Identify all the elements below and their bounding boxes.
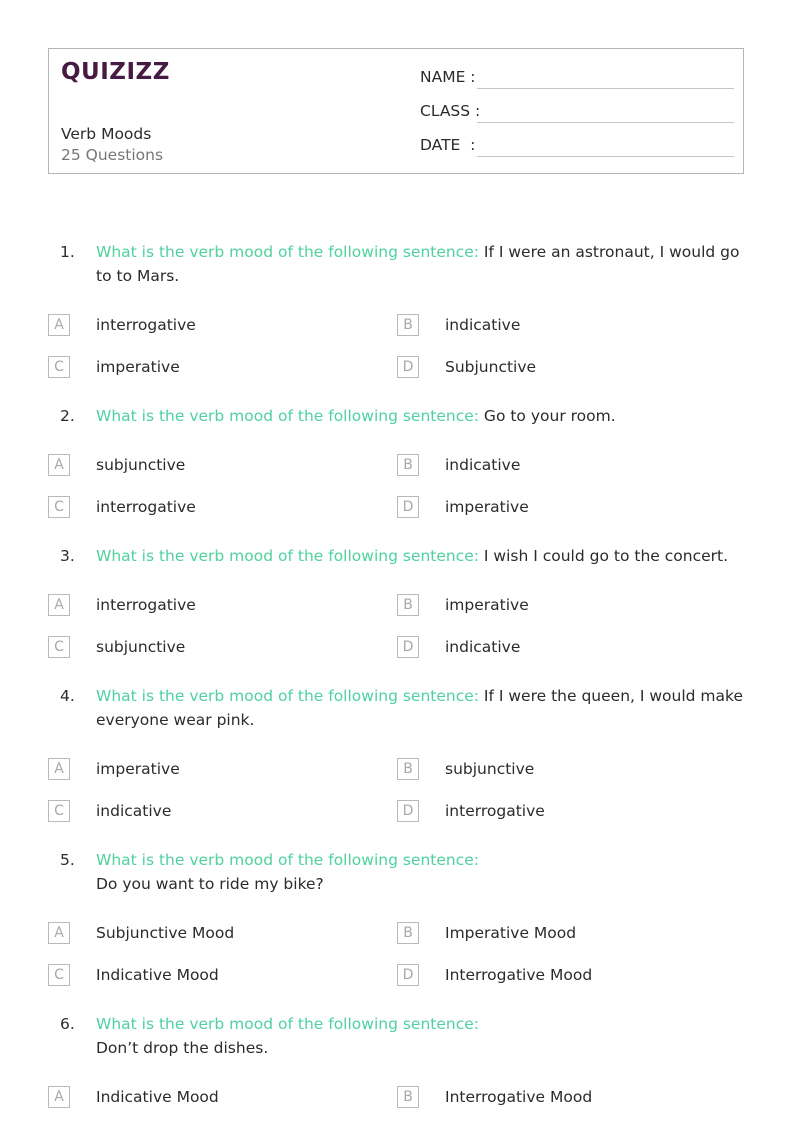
option-text: subjunctive [96, 456, 186, 474]
option-letter-box: A [48, 922, 70, 944]
question-text [96, 684, 748, 732]
option-text: indicative [445, 638, 521, 656]
option-letter-box: C [48, 800, 70, 822]
question-sentence: Do you want to ride my bike? [96, 875, 324, 893]
option-letter-box: D [397, 496, 419, 518]
option-text: indicative [445, 316, 521, 334]
option-text: interrogative [96, 596, 196, 614]
question-number: 5. [60, 851, 75, 869]
question-prompt: What is the verb mood of the following sentence: [96, 547, 479, 565]
option-text: indicative [445, 456, 521, 474]
option-letter-box: A [48, 454, 70, 476]
question-number: 3. [60, 547, 75, 565]
option-text: Subjunctive Mood [96, 924, 235, 942]
option-letter-box: D [397, 636, 419, 658]
date-line [477, 156, 734, 157]
question-number: 2. [60, 407, 75, 425]
option-text: indicative [96, 802, 172, 820]
question-text [96, 1012, 748, 1060]
question-number: 4. [60, 687, 75, 705]
option-letter-box: B [397, 314, 419, 336]
option-letter-box: C [48, 636, 70, 658]
class-label: CLASS : [420, 102, 481, 120]
option-letter-box: D [397, 356, 419, 378]
date-label: DATE : [420, 136, 476, 154]
class-line [477, 122, 734, 123]
option-text: Imperative Mood [445, 924, 577, 942]
option-letter-box: B [397, 594, 419, 616]
option-text: subjunctive [445, 760, 535, 778]
option-letter-box: A [48, 1086, 70, 1108]
option-text: interrogative [96, 316, 196, 334]
option-letter-box: B [397, 922, 419, 944]
option-letter-box: C [48, 496, 70, 518]
question-prompt: What is the verb mood of the following sentence: [96, 687, 479, 705]
option-letter-box: C [48, 964, 70, 986]
name-line [477, 88, 734, 89]
option-letter-box: A [48, 314, 70, 336]
question-text [96, 848, 748, 896]
option-text: Indicative Mood [96, 1088, 219, 1106]
question-prompt: What is the verb mood of the following sentence: [96, 851, 479, 869]
option-text: Interrogative Mood [445, 1088, 593, 1106]
option-letter-box: D [397, 964, 419, 986]
option-text: Subjunctive [445, 358, 537, 376]
option-text: Interrogative Mood [445, 966, 593, 984]
option-text: imperative [96, 760, 180, 778]
option-letter-box: B [397, 1086, 419, 1108]
option-text: imperative [445, 498, 529, 516]
option-text: Indicative Mood [96, 966, 219, 984]
option-letter-box: B [397, 758, 419, 780]
option-text: imperative [96, 358, 180, 376]
name-field[interactable] [420, 68, 734, 90]
question-sentence: If I were the queen, I would make everyone wear pink. [96, 687, 743, 729]
question-sentence: If I were an astronaut, I would go to to Mars. [96, 243, 740, 285]
option-text: interrogative [445, 802, 545, 820]
question-prompt: What is the verb mood of the following sentence: [96, 243, 479, 261]
question-text [96, 544, 748, 568]
question-count: 25 Questions [61, 146, 164, 164]
question-prompt: What is the verb mood of the following sentence: [96, 1015, 479, 1033]
question-sentence: I wish I could go to the concert. [479, 547, 728, 565]
question-sentence: Go to your room. [479, 407, 616, 425]
name-label: NAME : [420, 68, 476, 86]
question-number: 6. [60, 1015, 75, 1033]
question-text [96, 240, 748, 288]
option-text: interrogative [96, 498, 196, 516]
worksheet-header [48, 48, 744, 174]
date-field[interactable] [420, 136, 734, 158]
question-sentence: Don’t drop the dishes. [96, 1039, 269, 1057]
option-text: imperative [445, 596, 529, 614]
option-letter-box: A [48, 758, 70, 780]
question-prompt: What is the verb mood of the following sentence: [96, 407, 479, 425]
worksheet-title: Verb Moods [61, 125, 152, 143]
option-text: subjunctive [96, 638, 186, 656]
option-letter-box: A [48, 594, 70, 616]
question-text [96, 404, 748, 428]
option-letter-box: C [48, 356, 70, 378]
question-number: 1. [60, 243, 75, 261]
option-letter-box: B [397, 454, 419, 476]
quizizz-logo: QUIZIZZ [61, 59, 170, 85]
class-field[interactable] [420, 102, 734, 124]
option-letter-box: D [397, 800, 419, 822]
